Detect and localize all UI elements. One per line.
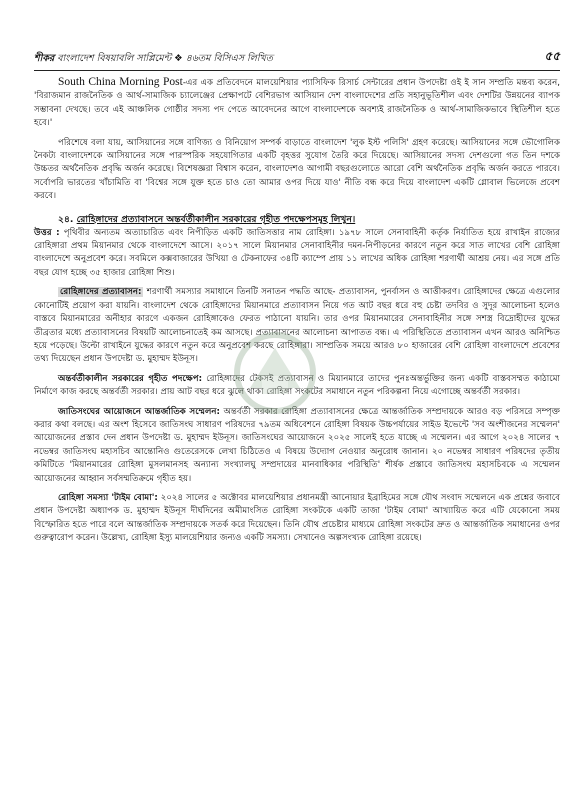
header-title: বাংলাদেশ বিষয়াবলি সাপ্লিমেন্ট ❖ ৪৬তম বিসিএস লিখিত xyxy=(57,53,273,64)
answer-text: পৃথিবীর অন্যতম অত্যাচারিত এবং নিপীড়িত একটি জাতিসত্তার নাম রোহিঙ্গা। ১৯৭৮ সালে সেনাবাহিনী কর্তৃক নির্যাতিত হয়ে রাখাইন রাজ্যের রোহিঙ্গারা প্রথম মিয়ানমার থেকে বাংলাদেশে আসে। ২০১৭ সালে মিয়ানমার সেনাবাহিনীর দমন-নিপীড়নের কারণে নতুন করে সাত লাখের বেশি রোহিঙ্গা বাংলাদেশে অনুপ্রবেশ করে। সবমিলে কক্সবাজারের উখিয়া ও টেকনাফের ৩৪টি ক্যাম্পে প্রায় ১১ লাখের অধিক রোহিঙ্গা শরণার্থী আশ্রয় নেয়। এর সঙ্গে প্রতি বছর যোগ হচ্ছে ৩৫ হাজার রোহিঙ্গা শিশু। xyxy=(34,227,560,278)
question-text: রোহিঙ্গাদের প্রত্যাবাসনে অন্তর্বর্তীকালীন সরকারের গৃহীত পদক্ষেপসমূহ লিখুন। xyxy=(76,213,356,225)
page-number: ৫৫ xyxy=(544,49,560,63)
section-text: রোহিঙ্গাদের টেকসই প্রত্যাবাসন ও মিয়ানমারে তাদের পুনঃঅন্তর্ভুক্তির জন্য একটি বাস্তবসম্মত কাঠামো নির্মাণে কাজ করছে অন্তর্বর্তী সরকার। প্রায় আট বছর ধরে ঝুলে থাকা রোহিঙ্গা সংকটের সমাধানে নতুন পরিকল্পনা নিয়ে এগোচ্ছে অন্তর্বর্তী সরকার। xyxy=(34,373,560,398)
section-interim-steps xyxy=(34,373,560,400)
section-repatriation xyxy=(34,286,560,366)
answer-label: উত্তর : xyxy=(34,227,60,238)
section-text: ২০২৪ সালের ৫ অক্টোবর মালয়েশিয়ার প্রধানমন্ত্রী আনোয়ার ইব্রাহিমের সঙ্গে যৌথ সংবাদ সম্মেলনে এক প্রশ্নের জবাবে প্রধান উপদেষ্টা অধ্যাপক ড. মুহাম্মদ ইউনূস দীর্ঘদিনের অমীমাংসিত রোহিঙ্গা সংকটকে একটি তাজা 'টাইম বোমা' আখ্যায়িত করে এটি যেকোনো সময় বিস্ফোরিত হতে পারে বলে আন্তর্জাতিক সম্প্রদায়কে সতর্ক করে দিয়েছেন। তিনি যৌথ প্রচেষ্টার মাধ্যমে রোহিঙ্গা সংকটের দ্রুত ও আন্তর্জাতিক সমাধানের ওপর গুরুত্বারোপ করেন। উল্লেখ্য, রোহিঙ্গা ইস্যু মালয়েশিয়ার জন্যও একটি সমস্যা। সেখানেও অল্পসংখ্যক রোহিঙ্গা রয়েছে। xyxy=(34,492,561,544)
question-number: ২৪. xyxy=(58,213,74,225)
intro-paragraph-2: পরিশেষে বলা যায়, আসিয়ানের সঙ্গে বাণিজ্য ও বিনিয়োগ সম্পর্ক বাড়াতে বাংলাদেশ 'লুক ইস্ট পলিসি' গ্রহণ করেছে। আসিয়ানের সঙ্গে ভৌগোলিক নৈকট্য বাংলাদেশকে আসিয়ানের সঙ্গে পারস্পরিক সহযোগিতার একটি বৃহত্তর সুযোগ তৈরি করে দিয়েছে। আসিয়ানের সদস্য দেশগুলো গত তিন দশকে উচ্চতর অর্থনৈতিক প্রবৃদ্ধি অর্জন করেছে। বিশেষজ্ঞরা বিশ্বাস করেন, বাংলাদেশও আগামী বছরগুলোতে আরো বেশি অর্থনৈতিক প্রবৃদ্ধি অর্জন করতে পারবে। সর্বোপরি ভারতের খাঁচামিতি বা 'বিশ্বের সঙ্গে যুক্ত হতে চাও তো আমার ওপর দিয়ে যাও' নীতি বন্ধ করে দিয়ে বাংলাদেশ একটি গ্লোবাল ভিলেজে প্রবেশ করবে। xyxy=(34,137,560,202)
section-text: শরণার্থী সমস্যার সমাধানে তিনটি সনাতন পদ্ধতি আছে- প্রত্যাবাসন, পুনর্বাসন ও আত্তীকরণ। রোহিঙ্গাদের ক্ষেত্রে এগুলোর কোনোটিই প্রয়োগ করা যায়নি। বাংলাদেশ থেকে রোহিঙ্গাদের মিয়ানমারে প্রত্যাবাসন নিয়ে গত আট বছর ধরে বহু চেষ্টা তদবির ও সুদূর আলোচনা হলেও বাস্তবে মিয়ানমারের অনীহার কারণে একজন রোহিঙ্গাকেও ফেরত পাঠানো যায়নি। তার ওপর মিয়ানমারের সেনাবাহিনীর সঙ্গে সশস্ত্র বিদ্রোহীদের যুদ্ধের তীব্রতার মধ্যে প্রত্যাবাসনের বিষয়টি আলোচনাতেই কম আসছে। প্রত্যাবাসনের আলোচনা আপাতত বন্ধ। এ পরিস্থিতিতে প্রত্যাবাসন এখন আরও অনিশ্চিত হয়ে পড়েছে। উল্টো রাখাইনে যুদ্ধের কারণে নতুন করে অনুপ্রবেশ করছে রোহিঙ্গারা। সাম্প্রতিক সময়ে আরও ৮০ হাজারের বেশি রোহিঙ্গা বাংলাদেশে প্রবেশের তথ্য দিয়েছেন প্রধান উপদেষ্টা ড. মুহাম্মদ ইউনূস। xyxy=(34,287,560,365)
section-time-bomb xyxy=(34,492,560,546)
section-heading: অন্তর্বর্তীকালীন সরকারের গৃহীত পদক্ষেপ: xyxy=(58,373,203,384)
question-heading xyxy=(34,213,560,227)
section-heading: রোহিঙ্গাদের প্রত্যাবাসন: xyxy=(60,287,142,298)
intro-paragraph-1-text: -এর এক প্রতিবেদনে মালয়েশিয়ার প্যাসিফিক রিসার্চ সেন্টারের প্রধান উপদেষ্টা ওই ই সান সম্প্রতি মন্তব্য করেন, 'বিরাজমান রাজনৈতিক ও আর্থ-সামাজিক চ্যালেঞ্জের প্রেক্ষাপটে বেশিরভাগ আসিয়ান দেশ বাংলাদেশের প্রতি সহানুভূতিশীল এবং দেশটির উন্নয়নের ব্যাপক সম্ভাবনা দেখছে। তবে এই আঞ্চলিক গোষ্ঠীর সদস্য পদ পেতে আবেদনের আগে বাংলাদেশকে অবশ্যই রাজনৈতিক ও আর্থ-সামাজিকভাবে স্থিতিশীল হতে হবে।' xyxy=(34,78,560,129)
header-brand: শীকর xyxy=(34,53,55,64)
section-text: অন্তর্বর্তী সরকার রোহিঙ্গা প্রত্যাবাসনের ক্ষেত্রে আন্তর্জাতিক সম্প্রদায়কে আরও বড় পরিসরে সম্পৃক্ত করার কথা বলছে। এর অংশ হিসেবে জাতিসংঘ সাধারণ পরিষদের ৭৯তম অধিবেশনে রোহিঙ্গা বিষয়ক উচ্চপর্যায়ের সাইড ইভেন্টে 'সব অংশীজনের সম্মেলন' আয়োজনের প্রস্তাব দেন প্রধান উপদেষ্টা ড. মুহাম্মদ ইউনূস। জাতিসংঘের আয়োজনে ২০২৫ সালেই হতে যাচ্ছে এ সম্মেলন। এর আগে ২০২৪ সালের ৭ নভেম্বর জাতিসংঘ মহাসচিব আন্তোনিও গুতেরেসকে লেখা চিঠিতেও এ বিষয়ে উদ্যোগ নেওয়ার অনুরোধ জানান। ২০ নভেম্বর সাধারণ পরিষদের তৃতীয় কমিটিতে 'মিয়ানমারের রোহিঙ্গা মুসলমানসহ অন্যান্য সংখ্যালঘু সম্প্রদায়ের মানবাধিকার পরিস্থিতি' শীর্ষক প্রস্তাবে জাতিসংঘ মহাসচিবকে এ সম্মেলন আয়োজনের আহ্বান সর্বসম্মতিক্রমে গৃহীত হয়। xyxy=(34,406,560,484)
page-content xyxy=(34,76,560,546)
section-un-conference xyxy=(34,406,560,486)
source-name: South China Morning Post xyxy=(58,76,183,88)
intro-paragraph-1 xyxy=(34,76,560,131)
answer-paragraph xyxy=(34,227,560,281)
section-heading: জাতিসংঘের আয়োজনে আন্তর্জাতিক সম্মেলন: xyxy=(58,406,220,417)
running-header xyxy=(34,48,560,71)
section-heading: রোহিঙ্গা সমস্যা 'টাইম বোমা': xyxy=(58,492,158,503)
